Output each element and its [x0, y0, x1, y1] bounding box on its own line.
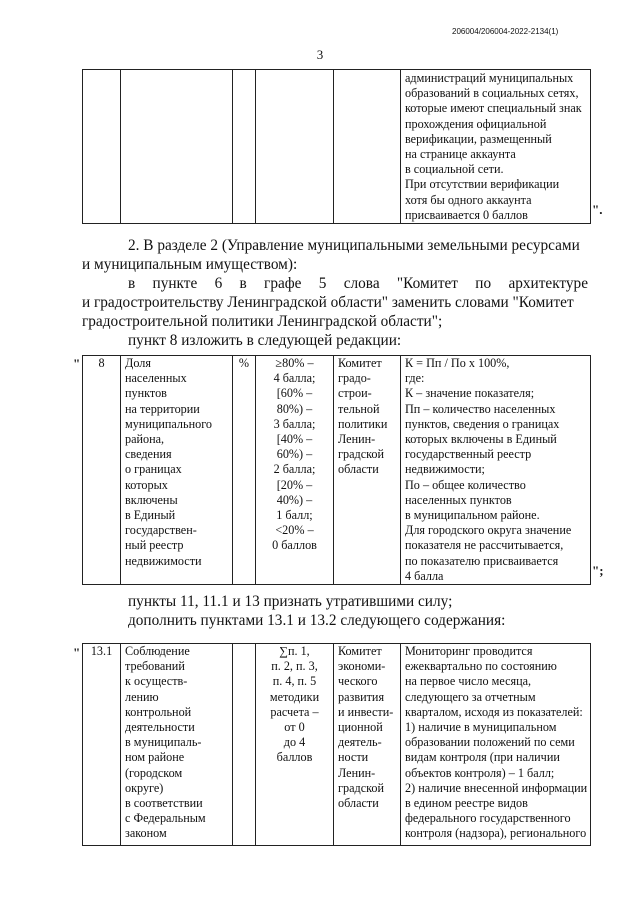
cell-line: Доля: [125, 356, 151, 370]
score-cell: [256, 356, 334, 585]
cell-line: по показателю присваивается: [405, 553, 559, 568]
cell-line: политики: [338, 416, 388, 431]
score-cell: [256, 644, 334, 846]
cell-line: которых: [125, 477, 168, 492]
cell-line: Ленин-: [338, 765, 376, 780]
cell-line: включены: [125, 492, 178, 507]
paragraph-line: пункты 11, 11.1 и 13 признать утратившими силу;: [128, 593, 453, 610]
cell-line: лению: [125, 689, 159, 704]
paragraph-line: и градостроительству Ленинградской области" заменить словами "Комитет: [82, 294, 574, 311]
cell-line: на странице аккаунта: [405, 147, 516, 162]
cell-line: федерального государственного: [405, 811, 571, 826]
cell-line: Соблюдение: [125, 644, 190, 658]
cell-line: ный реестр: [125, 538, 184, 553]
cell-line: следующего за отчетным: [405, 689, 536, 704]
cell-line: ческого: [338, 674, 378, 689]
table-continuation: [82, 69, 591, 224]
cell-line: контроля (надзора), регионального: [405, 826, 587, 841]
cell-line: К = Пп / По x 100%,: [405, 356, 510, 370]
cell-line: в социальной сети.: [405, 162, 504, 177]
cell-line: на первое число месяца,: [405, 674, 532, 689]
cell-line: ном районе: [125, 750, 185, 765]
cell-line: сведения: [125, 447, 172, 462]
table-row: [83, 356, 591, 585]
unit-cell: %: [233, 356, 256, 585]
cell-line: ежеквартально по состоянию: [405, 659, 557, 674]
paragraph-line: дополнить пунктами 13.1 и 13.2 следующего содержания:: [128, 612, 506, 629]
cell-line: развития: [338, 689, 385, 704]
unit-cell: [233, 644, 256, 846]
closing-quote: ";: [592, 563, 604, 578]
cell-line: области: [338, 462, 379, 477]
cell-line: государственный реестр: [405, 447, 532, 462]
responsible-organ: [334, 356, 401, 585]
cell-line: При отсутствии верификации: [405, 177, 560, 192]
cell-line: в муниципаль-: [125, 735, 202, 750]
table1-description-cell: [401, 70, 591, 224]
table-row: [83, 70, 591, 224]
cell-line: на территории: [125, 401, 200, 416]
page-number: 3: [316, 47, 324, 62]
responsible-organ: [334, 644, 401, 846]
cell-line: 80%) –: [276, 401, 313, 416]
table-item-8: [82, 355, 591, 585]
cell-line: области: [338, 796, 379, 811]
cell-line: образований в социальных сетях,: [405, 86, 579, 101]
cell-line: Пп – количество населенных: [405, 401, 556, 416]
cell-line: [60% –: [276, 386, 313, 401]
cell-line: о границах: [125, 462, 182, 477]
cell-line: видам контроля (при наличии: [405, 750, 560, 765]
cell-line: муниципального: [125, 416, 212, 431]
cell-line: 0 баллов: [272, 538, 317, 553]
cell-line: недвижимости;: [405, 462, 485, 477]
closing-quote: ".: [592, 202, 603, 217]
cell-line: недвижимости: [125, 553, 202, 568]
cell-line: района,: [125, 432, 165, 447]
cell-line: (городском: [125, 765, 183, 780]
cell-line: с Федеральным: [125, 811, 206, 826]
paragraph-line: градостроительной политики Ленинградской области";: [82, 313, 443, 330]
item-number: 8: [83, 356, 121, 585]
cell-line: [40% –: [276, 432, 313, 447]
cell-line: Мониторинг проводится: [405, 644, 533, 658]
cell-line: верификации, размещенный: [405, 131, 552, 146]
indicator-name: [121, 644, 233, 846]
cell-line: <20% –: [275, 523, 314, 538]
cell-line: 60%) –: [276, 447, 313, 462]
cell-line: экономи-: [338, 659, 386, 674]
cell-line: 4 балла: [405, 568, 444, 583]
cell-line: образовании положений по семи: [405, 735, 575, 750]
cell-line: 2) наличие внесенной информации: [405, 780, 588, 795]
calculation-method: [401, 356, 591, 585]
cell-line: деятельности: [125, 720, 195, 735]
cell-line: администраций муниципальных: [405, 71, 574, 85]
item-number: 13.1: [83, 644, 121, 846]
table-item-13-1: [82, 643, 591, 846]
cell-line: где:: [405, 371, 425, 386]
cell-line: показателя не рассчитывается,: [405, 538, 564, 553]
cell-line: и инвести-: [338, 704, 394, 719]
cell-line: от 0: [284, 720, 305, 735]
indicator-name: [121, 356, 233, 585]
cell-line: до 4: [283, 735, 306, 750]
cell-line: ∑п. 1,: [279, 644, 310, 658]
cell-line: По – общее количество: [405, 477, 526, 492]
cell-line: 3 балла;: [273, 416, 316, 431]
cell-line: прохождения официальной: [405, 116, 547, 131]
cell-line: в Единый: [125, 508, 176, 523]
cell-line: Комитет: [338, 644, 382, 658]
cell-line: которых включены в Единый: [405, 432, 557, 447]
cell-line: в муниципальном районе.: [405, 508, 540, 523]
cell-line: которые имеют специальный знак: [405, 101, 582, 116]
cell-line: округе): [125, 780, 164, 795]
cell-line: градской: [338, 780, 385, 795]
cell-line: населенных: [125, 371, 187, 386]
cell-line: ности: [338, 750, 369, 765]
document-number: 206004/206004-2022-2134(1): [452, 27, 559, 36]
cell-line: баллов: [276, 750, 313, 765]
cell-line: расчета –: [270, 704, 319, 719]
calculation-method: [401, 644, 591, 846]
opening-quote: ": [73, 356, 81, 371]
cell-line: строи-: [338, 386, 372, 401]
cell-line: требований: [125, 659, 185, 674]
table-row: [83, 644, 591, 846]
cell-line: объектов контроля) – 1 балл;: [405, 765, 555, 780]
opening-quote: ": [73, 645, 81, 660]
cell-line: тельной: [338, 401, 380, 416]
cell-line: в едином реестре видов: [405, 796, 528, 811]
cell-line: к осуществ-: [125, 674, 188, 689]
paragraph-line: пункт 8 изложить в следующей редакции:: [128, 332, 402, 349]
cell-line: присваивается 0 баллов: [405, 207, 528, 222]
cell-line: хотя бы одного аккаунта: [405, 192, 532, 207]
paragraph-line: и муниципальным имуществом):: [82, 256, 298, 273]
cell-line: пунктов, сведения о границах: [405, 416, 560, 431]
cell-line: в соответствии: [125, 796, 203, 811]
paragraph-line: в пункте 6 в графе 5 слова "Комитет по архитектуре: [128, 275, 588, 292]
cell-line: 1 балл;: [276, 508, 313, 523]
cell-line: 2 балла;: [273, 462, 316, 477]
cell-line: К – значение показателя;: [405, 386, 535, 401]
cell-line: пунктов: [125, 386, 167, 401]
cell-line: кварталом, исходя из показателей:: [405, 704, 583, 719]
cell-line: градской: [338, 447, 385, 462]
cell-line: градо-: [338, 371, 371, 386]
cell-line: Для городского округа значение: [405, 523, 572, 538]
cell-line: [20% –: [276, 477, 313, 492]
cell-line: ционной: [338, 720, 383, 735]
cell-line: законом: [125, 826, 167, 841]
cell-line: 4 балла;: [273, 371, 316, 386]
cell-line: 1) наличие в муниципальном: [405, 720, 557, 735]
cell-line: п. 2, п. 3,: [271, 659, 318, 674]
paragraph-line: 2. В разделе 2 (Управление муниципальными земельными ресурсами: [128, 237, 580, 254]
cell-line: методики: [269, 689, 320, 704]
cell-line: Ленин-: [338, 432, 376, 447]
cell-line: контрольной: [125, 704, 192, 719]
cell-line: населенных пунктов: [405, 492, 512, 507]
cell-line: ≥80% –: [275, 356, 314, 370]
cell-line: деятель-: [338, 735, 382, 750]
cell-line: государствен-: [125, 523, 197, 538]
cell-line: 40%) –: [276, 492, 313, 507]
cell-line: п. 4, п. 5: [272, 674, 317, 689]
cell-line: Комитет: [338, 356, 382, 370]
